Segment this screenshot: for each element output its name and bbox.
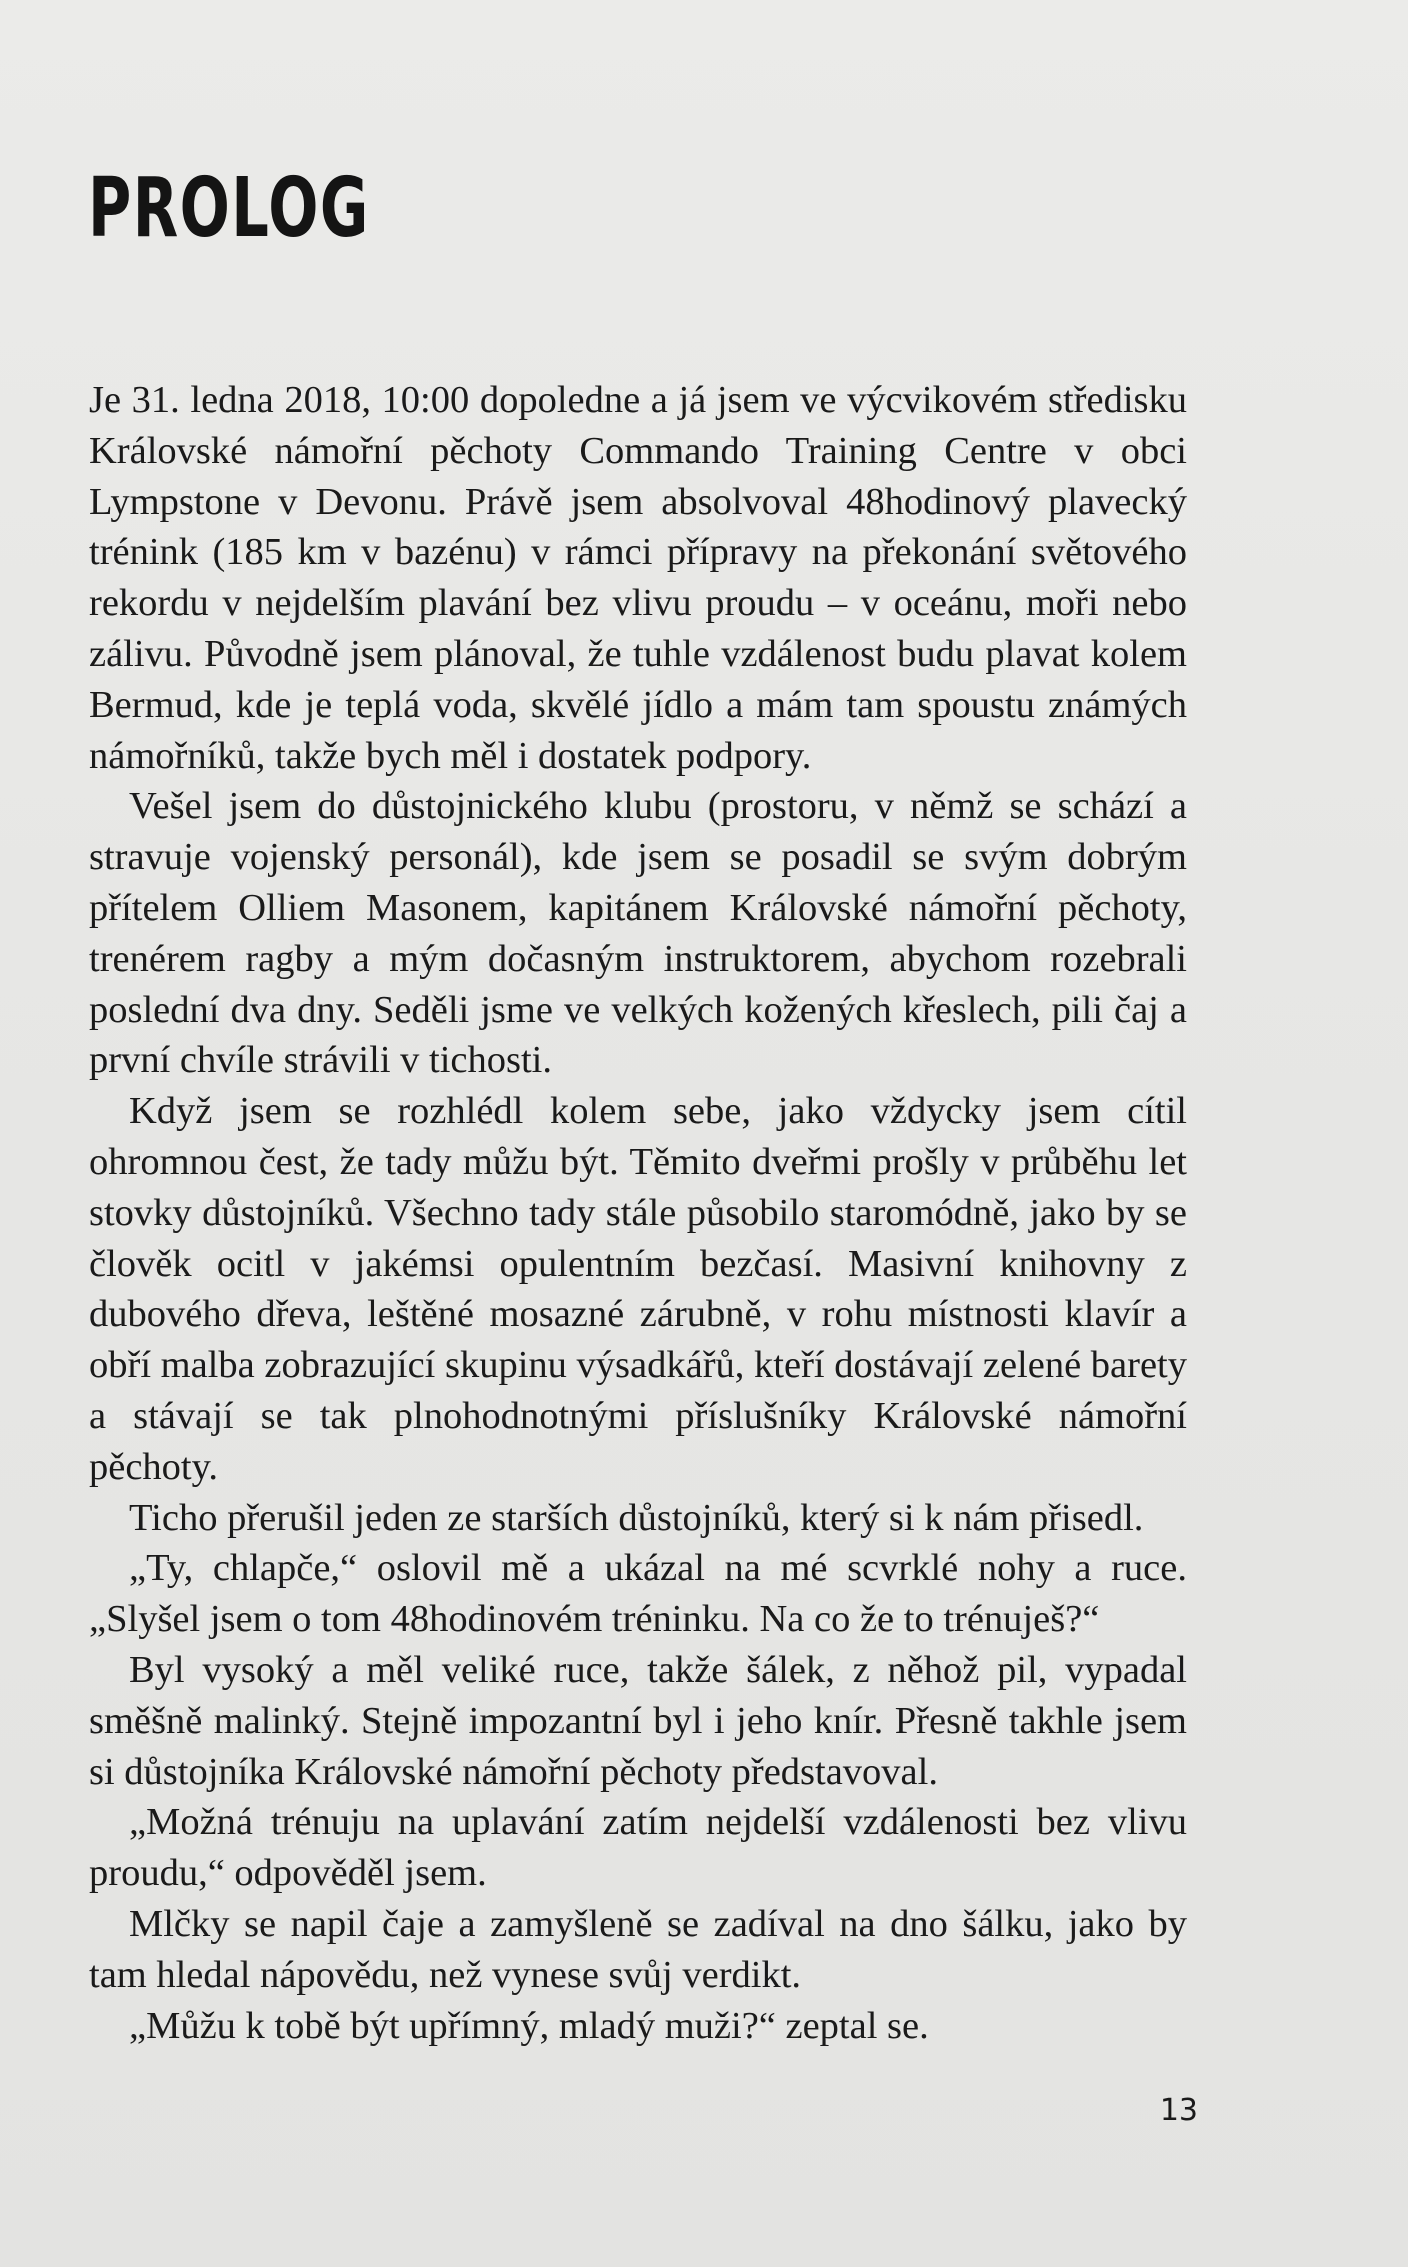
paragraph: „Možná trénuju na uplavání zatím nejdelší vzdálenosti bez vlivu proudu,“ odpověděl jsem.: [89, 1801, 1187, 1895]
paragraph: Ticho přerušil jeden ze starších důstojníků, který si k nám přisedl.: [129, 1496, 1144, 1539]
paragraph: Mlčky se napil čaje a zamyšleně se zadíval na dno šálku, jako by tam hledal nápovědu, než vynese svůj verdikt.: [89, 1902, 1187, 1996]
page-number: 13: [1159, 2093, 1198, 2128]
paragraph: „Ty, chlapče,“ oslovil mě a ukázal na mé scvrklé nohy a ruce. „Slyšel jsem o tom 48hodinovém tréninku. Na co že to trénuješ?“: [89, 1547, 1187, 1641]
chapter-body: [89, 375, 1187, 2051]
paragraph: Když jsem se rozhlédl kolem sebe, jako vždycky jsem cítil ohromnou čest, že tady můžu být. Těmito dveřmi prošly v průběhu let stovky důstojníků. Všechno tady stále působilo staromódně, jako by se člověk ocitl v jakémsi opulentním bezčasí. Masivní knihovny z dubového dřeva, leštěné mosazné zárubně, v rohu místnosti klavír a obří malba zobrazující skupinu výsadkářů, kteří dostávají zelené barety a stávají se tak plnohodnotnými příslušníky Královské námořní pěchoty.: [89, 1090, 1187, 1488]
chapter-title: PROLOG: [88, 161, 370, 256]
paragraph: Vešel jsem do důstojnického klubu (prostoru, v němž se schází a stravuje vojenský personál), kde jsem se posadil se svým dobrým přítelem Olliem Masonem, kapitánem Královské námořní pěchoty, trenérem ragby a mým dočasným instruktorem, abychom rozebrali poslední dva dny. Seděli jsme ve velkých kožených křeslech, pili čaj a první chvíle strávili v tichosti.: [89, 785, 1187, 1082]
paragraph: Je 31. ledna 2018, 10:00 dopoledne a já jsem ve výcvikovém středisku Královské námořní pěchoty Commando Training Centre v obci Lympstone v Devonu. Právě jsem absolvoval 48hodinový plavecký trénink (185 km v bazénu) v rámci přípravy na překonání světového rekordu v nejdelším plavání bez vlivu proudu – v oceánu, moři nebo zálivu. Původně jsem plánoval, že tuhle vzdálenost budu plavat kolem Bermud, kde je teplá voda, skvělé jídlo a mám tam spoustu známých námořníků, takže bych měl i dostatek podpory.: [89, 379, 1187, 777]
paragraph: Byl vysoký a měl veliké ruce, takže šálek, z něhož pil, vypadal směšně malinký. Stejně impozantní byl i jeho knír. Přesně takhle jsem si důstojníka Královské námořní pěchoty představoval.: [89, 1648, 1187, 1793]
paragraph: „Můžu k tobě být upřímný, mladý muži?“ zeptal se.: [129, 2004, 929, 2047]
